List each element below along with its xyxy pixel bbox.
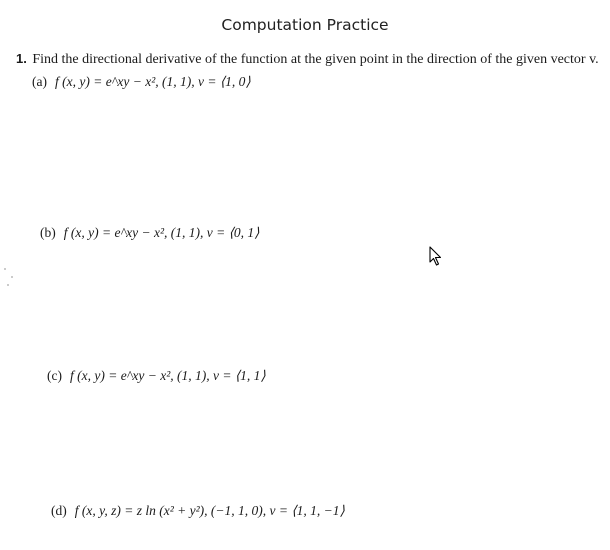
scan-speck — [11, 276, 13, 278]
scan-speck — [7, 284, 9, 286]
scan-speck — [4, 268, 6, 270]
part-d — [51, 503, 345, 519]
part-label: (c) — [47, 368, 62, 383]
problem-instruction: Find the directional derivative of the function at the given point in the direction of the given vector v. — [32, 52, 599, 67]
part-expression: f (x, y) = e^xy − x², (1, 1), v = ⟨1, 0⟩ — [54, 74, 251, 89]
part-c — [47, 368, 266, 384]
part-a — [32, 74, 251, 90]
problem-number: 1. — [16, 51, 27, 66]
part-label: (d) — [51, 503, 67, 518]
part-expression: f (x, y, z) = z ln (x² + y²), (−1, 1, 0), v = ⟨1, 1, −1⟩ — [74, 503, 345, 518]
part-expression: f (x, y) = e^xy − x², (1, 1), v = ⟨0, 1⟩ — [63, 225, 260, 240]
mouse-pointer-icon — [429, 246, 443, 266]
part-b — [40, 225, 259, 241]
problem-statement — [16, 51, 606, 68]
part-expression: f (x, y) = e^xy − x², (1, 1), v = ⟨1, 1⟩ — [69, 368, 266, 383]
page-title: Computation Practice — [221, 16, 389, 34]
part-label: (b) — [40, 225, 56, 240]
part-label: (a) — [32, 74, 47, 89]
